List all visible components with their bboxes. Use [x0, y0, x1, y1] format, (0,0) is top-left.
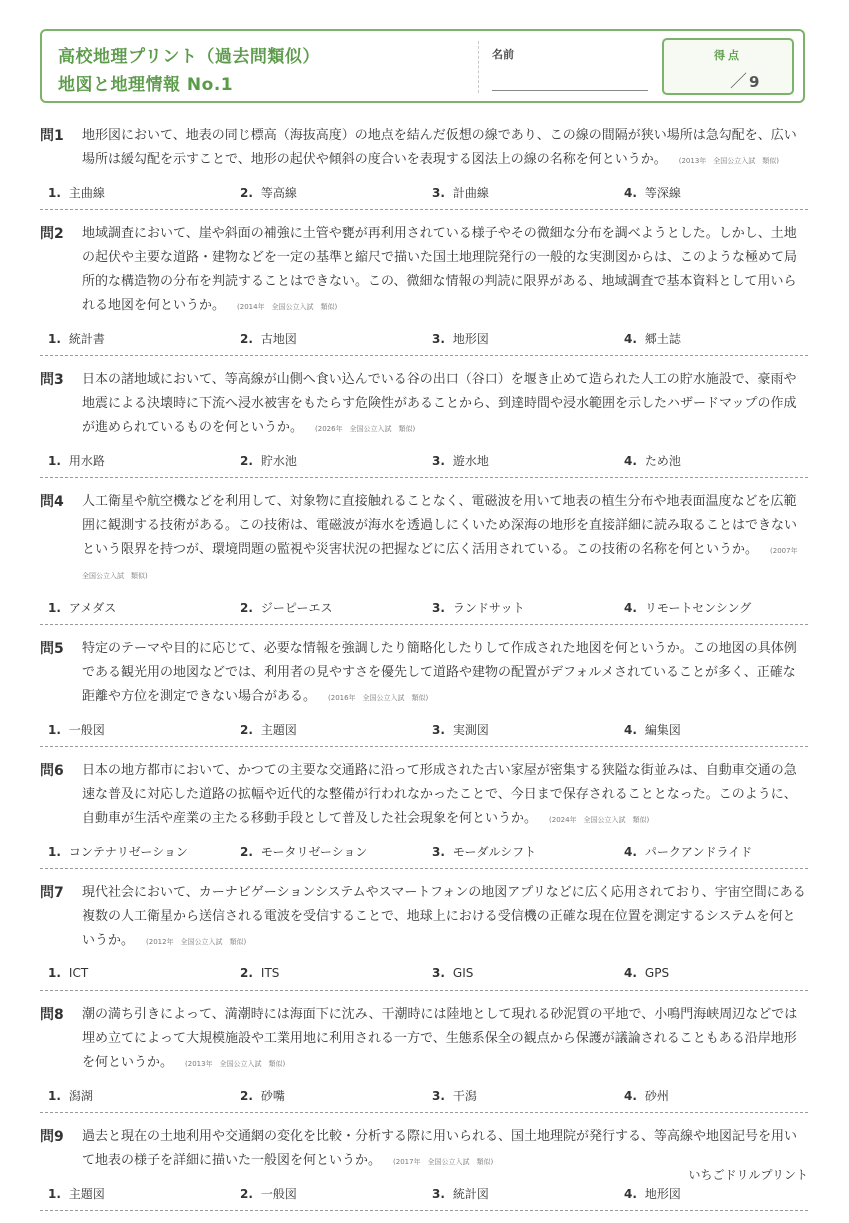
- answer-choice: [616, 966, 808, 980]
- question-number: 問5: [40, 641, 64, 657]
- question-body: 日本の地方都市において、かつての主要な交通路に沿って形成された古い家屋が密集する狭隘な街並みは、自動車交通の急速な普及に対応した道路の拡幅や近代的な整備が行われなかったことで、今日まで保存されることとなった。このように、自動車が生活や産業の主たる移動手段として普及した社会現象を何というか。: [82, 763, 797, 826]
- answer-choice: [40, 1185, 232, 1202]
- choice-text: 干潟: [452, 1088, 477, 1103]
- choice-text: 古地図: [260, 331, 297, 346]
- answer-choice: [424, 184, 616, 201]
- answer-choices: [40, 718, 808, 740]
- question-body: 潮の満ち引きによって、満潮時には海面下に沈み、干潮時には陸地として現れる砂泥質の平地で、小鳴門海峡周辺などでは埋め立てによって大規模施設や工業用地に利用される一方で、生態系保全の観点から保護が議論されることもある沿岸地形を何というか。: [82, 1007, 798, 1070]
- question-item: [40, 222, 808, 356]
- choice-text: 郷土誌: [644, 331, 681, 346]
- answer-choice: [616, 599, 808, 616]
- choice-number: 4.: [624, 1088, 637, 1103]
- choice-text: 砂州: [644, 1088, 669, 1103]
- answer-choice: [616, 1185, 808, 1202]
- footer-brand: いちごドリルプリント: [688, 1168, 808, 1182]
- choice-number: 4.: [624, 453, 637, 468]
- name-label: 名前: [492, 48, 514, 61]
- choice-number: 3.: [432, 1186, 445, 1201]
- choice-text: ランドサット: [452, 600, 525, 615]
- choice-number: 3.: [432, 185, 445, 200]
- choice-number: 2.: [240, 331, 253, 346]
- question-number: 問4: [40, 494, 64, 510]
- answer-choice: [616, 330, 808, 347]
- choice-number: 2.: [240, 1088, 253, 1103]
- choice-text: 等高線: [260, 185, 297, 200]
- question-body: 現代社会において、カーナビゲーションシステムやスマートフォンの地図アプリなどに広く応用されており、宇宙空間にある複数の人工衛星から送信される電波を受信することで、地球上における受信機の正確な現在位置を測定するシステムを何というか。: [82, 885, 806, 948]
- question-source: (2012年 全国公立入試 類似): [146, 938, 247, 946]
- answer-choices: [40, 596, 808, 618]
- choice-text: モータリゼーション: [260, 844, 368, 859]
- answer-choice: [232, 966, 424, 980]
- score-value: [730, 67, 759, 92]
- question-body: 地域調査において、崖や斜面の補強に土管や甕が再利用されている様子やその微細な分布を調べようとした。しかし、土地の起伏や主要な道路・建物などを一定の基準と縮尺で描いた国土地理院発行の一般的な実測図からは、このような極めて局所的な構造物の分布を判読することはできない。この、微細な情報の判読に限界がある、地域調査で基本資料として用いられる地図を何というか。: [82, 226, 798, 313]
- answer-choices: [40, 962, 808, 984]
- question-text: [82, 637, 808, 710]
- question-list: [40, 124, 808, 1223]
- question-item: [40, 490, 808, 625]
- choice-text: 潟湖: [68, 1088, 93, 1103]
- choice-number: 1.: [48, 453, 61, 468]
- answer-choice: [232, 1087, 424, 1104]
- question-text: [82, 222, 808, 319]
- choice-text: 主題図: [68, 1186, 105, 1201]
- choice-number: 1.: [48, 600, 61, 615]
- choice-number: 3.: [432, 844, 445, 859]
- answer-choices: [40, 181, 808, 203]
- choice-number: 2.: [240, 1186, 253, 1201]
- question-item: [40, 124, 808, 210]
- choice-number: 4.: [624, 966, 637, 980]
- question-text: [82, 881, 808, 954]
- choice-text: モーダルシフト: [452, 844, 537, 859]
- choice-number: 1.: [48, 185, 61, 200]
- answer-choice: [232, 599, 424, 616]
- answer-choices: [40, 1182, 808, 1204]
- choice-text: リモートセンシング: [644, 600, 752, 615]
- answer-choices: [40, 449, 808, 471]
- question-item: [40, 1003, 808, 1113]
- question-body: 特定のテーマや目的に応じて、必要な情報を強調したり簡略化したりして作成された地図を何というか。この地図の具体例である観光用の地図などでは、利用者の見やすさを優先して道路や建物の配置がデフォルメされていることが多く、正確な距離や方位を測定できない場合がある。: [82, 641, 797, 704]
- answer-choice: [616, 184, 808, 201]
- choice-text: パークアンドライド: [644, 844, 753, 859]
- question-number: 問8: [40, 1007, 64, 1023]
- worksheet-subtitle: 地図と地理情報 No.1: [58, 75, 234, 95]
- choice-text: 等深線: [644, 185, 681, 200]
- answer-choice: [40, 843, 232, 860]
- worksheet-title: 高校地理プリント（過去問類似）: [58, 47, 320, 67]
- question-item: [40, 759, 808, 869]
- question-source: (2013年 全国公立入試 類似): [185, 1060, 286, 1068]
- choice-number: 1.: [48, 966, 61, 980]
- choice-text: ICT: [68, 966, 89, 980]
- choice-number: 2.: [240, 600, 253, 615]
- question-body: 人工衛星や航空機などを利用して、対象物に直接触れることなく、電磁波を用いて地表の植生分布や地表面温度などを広範囲に観測する技術がある。この技術は、電磁波が海水を透過しにくいため深海の地形を直接詳細に読み取ることはできないという限界を持つが、環境問題の監視や災害状況の把握などに広く活用されている。この技術の名称を何というか。: [82, 494, 798, 557]
- answer-choice: [616, 843, 808, 860]
- answer-choices: [40, 840, 808, 862]
- answer-choice: [40, 330, 232, 347]
- answer-choice: [232, 1185, 424, 1202]
- choice-number: 4.: [624, 185, 637, 200]
- question-body: 過去と現在の土地利用や交通網の変化を比較・分析する際に用いられる、国土地理院が発行する、等高線や地図記号を用いて地表の様子を詳細に描いた一般図を何というか。: [82, 1129, 798, 1168]
- question-source: (2013年 全国公立入試 類似): [678, 157, 780, 165]
- choice-number: 1.: [48, 331, 61, 346]
- question-source: (2026年 全国公立入試 類似): [315, 425, 416, 433]
- choice-number: 1.: [48, 722, 61, 737]
- answer-choice: [424, 843, 616, 860]
- choice-number: 3.: [432, 1088, 445, 1103]
- choice-number: 2.: [240, 844, 253, 859]
- choice-text: 地形図: [644, 1186, 681, 1201]
- question-source: (2016年 全国公立入試 類似): [328, 694, 429, 702]
- choice-number: 2.: [240, 966, 253, 980]
- choice-number: 4.: [624, 331, 637, 346]
- choice-number: 1.: [48, 1186, 61, 1201]
- choice-number: 3.: [432, 600, 445, 615]
- question-number: 問1: [40, 128, 64, 144]
- question-item: [40, 637, 808, 747]
- answer-choices: [40, 1084, 808, 1106]
- choice-text: GPS: [644, 966, 670, 980]
- question-source: (2024年 全国公立入試 類似): [549, 816, 650, 824]
- answer-choice: [40, 452, 232, 469]
- question-number: 問6: [40, 763, 64, 779]
- question-source: (2017年 全国公立入試 類似): [393, 1158, 494, 1166]
- answer-choice: [616, 1087, 808, 1104]
- choice-text: 遊水地: [452, 453, 489, 468]
- answer-choices: [40, 327, 808, 349]
- question-item: [40, 368, 808, 478]
- answer-choice: [424, 1185, 616, 1202]
- question-text: [82, 1003, 808, 1076]
- choice-number: 3.: [432, 966, 445, 980]
- answer-choice: [232, 184, 424, 201]
- choice-text: コンテナリゼーション: [68, 844, 188, 859]
- choice-text: 貯水池: [260, 453, 297, 468]
- choice-number: 2.: [240, 453, 253, 468]
- choice-number: 2.: [240, 185, 253, 200]
- score-slash: ／: [730, 72, 747, 92]
- answer-choice: [424, 599, 616, 616]
- score-label: 得点: [714, 49, 742, 62]
- answer-choice: [232, 843, 424, 860]
- choice-text: 一般図: [68, 722, 105, 737]
- question-source: (2014年 全国公立入試 類似): [237, 303, 338, 311]
- name-field-line: [492, 90, 648, 91]
- choice-text: 地形図: [452, 331, 489, 346]
- choice-text: 実測図: [452, 722, 489, 737]
- choice-text: ITS: [260, 966, 280, 980]
- answer-choice: [40, 1087, 232, 1104]
- choice-text: アメダス: [68, 600, 117, 615]
- score-total: 9: [749, 73, 760, 91]
- choice-text: 主題図: [260, 722, 297, 737]
- choice-text: ため池: [644, 453, 681, 468]
- choice-number: 3.: [432, 722, 445, 737]
- answer-choice: [232, 452, 424, 469]
- choice-text: 砂嘴: [260, 1088, 285, 1103]
- answer-choice: [424, 330, 616, 347]
- answer-choice: [40, 184, 232, 201]
- question-text: [82, 759, 808, 832]
- question-number: 問2: [40, 226, 64, 242]
- answer-choice: [424, 966, 616, 980]
- answer-choice: [232, 721, 424, 738]
- answer-choice: [616, 452, 808, 469]
- question-number: 問7: [40, 885, 64, 901]
- choice-text: 主曲線: [68, 185, 105, 200]
- answer-choice: [40, 599, 232, 616]
- choice-text: 用水路: [68, 453, 105, 468]
- answer-choice: [232, 330, 424, 347]
- answer-choice: [424, 452, 616, 469]
- question-text: [82, 368, 808, 441]
- answer-choice: [40, 966, 232, 980]
- choice-text: ジーピーエス: [260, 600, 333, 615]
- choice-text: 統計図: [452, 1186, 489, 1201]
- choice-number: 2.: [240, 722, 253, 737]
- choice-number: 3.: [432, 453, 445, 468]
- question-text: [82, 490, 808, 588]
- choice-number: 4.: [624, 722, 637, 737]
- answer-choice: [424, 721, 616, 738]
- question-item: [40, 881, 808, 991]
- choice-number: 1.: [48, 1088, 61, 1103]
- answer-choice: [40, 721, 232, 738]
- question-source: (2007年 全国公立入試 類似): [82, 547, 805, 580]
- choice-number: 4.: [624, 600, 637, 615]
- question-body: 日本の諸地域において、等高線が山側へ食い込んでいる谷の出口（谷口）を堰き止めて造られた人工の貯水施設で、豪雨や地震による決壊時に下流へ浸水被害をもたらす危険性があることから、到達時間や浸水範囲を示したハザードマップの作成が進められているものを何というか。: [82, 372, 797, 435]
- answer-choice: [616, 721, 808, 738]
- choice-text: GIS: [452, 966, 474, 980]
- choice-text: 一般図: [260, 1186, 297, 1201]
- question-text: [82, 124, 808, 173]
- choice-number: 4.: [624, 1186, 637, 1201]
- answer-choice: [424, 1087, 616, 1104]
- choice-number: 3.: [432, 331, 445, 346]
- question-number: 問3: [40, 372, 64, 388]
- header-divider: [478, 41, 479, 93]
- choice-text: 計曲線: [452, 185, 489, 200]
- worksheet-header: [40, 29, 805, 103]
- choice-number: 1.: [48, 844, 61, 859]
- question-body: 地形図において、地表の同じ標高（海抜高度）の地点を結んだ仮想の線であり、この線の間隔が狭い場所は急勾配を、広い場所は緩勾配を示すことで、地形の起伏や傾斜の度合いを表現する図法上の線の名称を何というか。: [82, 128, 797, 167]
- choice-text: 統計書: [68, 331, 105, 346]
- question-number: 問9: [40, 1129, 64, 1145]
- score-box: [662, 38, 794, 95]
- choice-text: 編集図: [644, 722, 681, 737]
- choice-number: 4.: [624, 844, 637, 859]
